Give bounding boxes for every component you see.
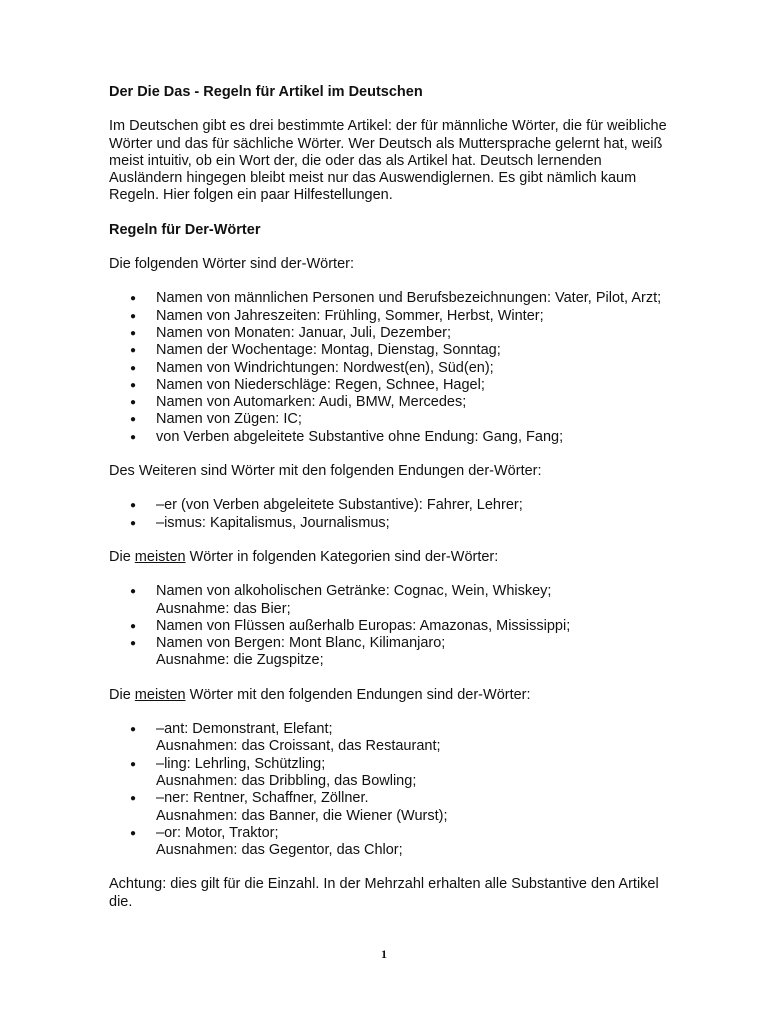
bullet-icon: ●: [130, 793, 137, 805]
bullet-icon: ●: [130, 362, 137, 374]
group4-intro-emphasis: meisten: [134, 686, 186, 703]
bullet-icon: ●: [130, 345, 137, 357]
list-item-text: –ling: Lehrling, Schützling;: [156, 755, 326, 772]
section-heading: Regeln für Der-Wörter: [109, 221, 261, 238]
list-item: [109, 618, 669, 635]
list-item: [109, 377, 669, 394]
list-item: [109, 825, 669, 860]
list-item-text: Namen von Niederschläge: Regen, Schnee, Hagel;: [156, 376, 485, 393]
list-item-text: –ner: Rentner, Schaffner, Zöllner.: [156, 790, 369, 807]
group3-intro-emphasis: meisten: [134, 548, 186, 565]
list-item-text: Namen von Windrichtungen: Nordwest(en), Süd(en);: [156, 359, 494, 376]
list-item-text: Namen von Jahreszeiten: Frühling, Sommer, Herbst, Winter;: [156, 307, 544, 324]
list-item: [109, 790, 669, 825]
list-item: [109, 325, 669, 342]
list-item-text: Namen von alkoholischen Getränke: Cognac, Wein, Whiskey;: [156, 583, 552, 600]
bullet-icon: ●: [130, 620, 137, 632]
list-item: [109, 583, 669, 618]
list-item-text: Namen von Automarken: Audi, BMW, Mercedes;: [156, 394, 467, 411]
list-item: [109, 756, 669, 791]
list-item: [109, 290, 669, 307]
bullet-icon: ●: [130, 414, 137, 426]
group1-intro: Die folgenden Wörter sind der-Wörter:: [109, 256, 354, 273]
list-item: [109, 308, 669, 325]
list-item: [109, 342, 669, 359]
bullet-icon: ●: [130, 293, 137, 305]
list-item-text: Namen von Zügen: IC;: [156, 411, 302, 428]
list-item-exception: Ausnahmen: das Banner, die Wiener (Wurst);: [156, 807, 448, 824]
list-item-text: Namen von Flüssen außerhalb Europas: Amazonas, Mississippi;: [156, 617, 571, 634]
list-item-exception: Ausnahmen: das Croissant, das Restaurant;: [156, 738, 441, 755]
list-item: [109, 635, 669, 670]
list-item-exception: Ausnahme: das Bier;: [156, 600, 291, 617]
bullet-icon: ●: [130, 327, 137, 339]
bullet-icon: ●: [130, 431, 137, 443]
bullet-icon: ●: [130, 310, 137, 322]
group2-list: [109, 497, 669, 532]
bullet-icon: ●: [130, 586, 137, 598]
list-item-text: Namen von Monaten: Januar, Juli, Dezember;: [156, 324, 451, 341]
list-item: [109, 360, 669, 377]
bullet-icon: ●: [130, 397, 137, 409]
list-item-text: –er (von Verben abgeleitete Substantive): Fahrer, Lehrer;: [156, 497, 523, 514]
list-item: [109, 411, 669, 428]
list-item-text: Namen von männlichen Personen und Berufsbezeichnungen: Vater, Pilot, Arzt;: [156, 290, 662, 307]
document-title: Der Die Das - Regeln für Artikel im Deutschen: [109, 84, 423, 100]
list-item-text: Namen der Wochentage: Montag, Dienstag, Sonntag;: [156, 342, 501, 359]
group2-intro: Des Weiteren sind Wörter mit den folgenden Endungen der-Wörter:: [109, 463, 542, 480]
bullet-icon: ●: [130, 758, 137, 770]
group3-intro-suffix: Wörter in folgenden Kategorien sind der-Wörter:: [189, 548, 499, 565]
list-item-exception: Ausnahmen: das Dribbling, das Bowling;: [156, 772, 417, 789]
list-item-exception: Ausnahmen: das Gegentor, das Chlor;: [156, 842, 403, 859]
list-item-text: –ant: Demonstrant, Elefant;: [156, 721, 333, 738]
group4-intro-prefix: Die: [109, 686, 131, 703]
bullet-icon: ●: [130, 827, 137, 839]
list-item-exception: Ausnahme: die Zugspitze;: [156, 652, 324, 669]
group3-intro: [109, 549, 669, 566]
document-page: [109, 84, 669, 928]
group4-intro-suffix: Wörter mit den folgenden Endungen sind der-Wörter:: [189, 686, 531, 703]
group3-intro-prefix: Die: [109, 548, 131, 565]
group4-intro: [109, 687, 669, 704]
plural-note: Achtung: dies gilt für die Einzahl. In der Mehrzahl erhalten alle Substantive den Artikel die.: [109, 876, 659, 910]
group3-list: [109, 583, 669, 669]
list-item: [109, 515, 669, 532]
intro-paragraph: Im Deutschen gibt es drei bestimmte Artikel: der für männliche Wörter, die für weibliche Wörter und das für sächliche Wörter. Wer Deutsch als Muttersprache gelernt hat, weiß meist intuitiv, ob ein Wort der, die oder das als Artikel hat. Deutsch lernenden Ausländern hingegen bleibt meist nur das Auswendiglernen. Es gibt nämlich kaum Regeln. Hier folgen ein paar Hilfestellungen.: [109, 118, 667, 204]
bullet-icon: ●: [130, 638, 137, 650]
list-item-text: –ismus: Kapitalismus, Journalismus;: [156, 514, 390, 531]
group1-list: [109, 290, 669, 446]
list-item: [109, 394, 669, 411]
list-item-text: Namen von Bergen: Mont Blanc, Kilimanjaro;: [156, 635, 446, 652]
list-item-text: von Verben abgeleitete Substantive ohne Endung: Gang, Fang;: [156, 428, 564, 445]
bullet-icon: ●: [130, 517, 137, 529]
bullet-icon: ●: [130, 500, 137, 512]
list-item-text: –or: Motor, Traktor;: [156, 824, 279, 841]
bullet-icon: ●: [130, 379, 137, 391]
bullet-icon: ●: [130, 724, 137, 736]
list-item: [109, 497, 669, 514]
group4-list: [109, 721, 669, 859]
list-item: [109, 429, 669, 446]
page-number: 1: [381, 947, 387, 961]
list-item: [109, 721, 669, 756]
